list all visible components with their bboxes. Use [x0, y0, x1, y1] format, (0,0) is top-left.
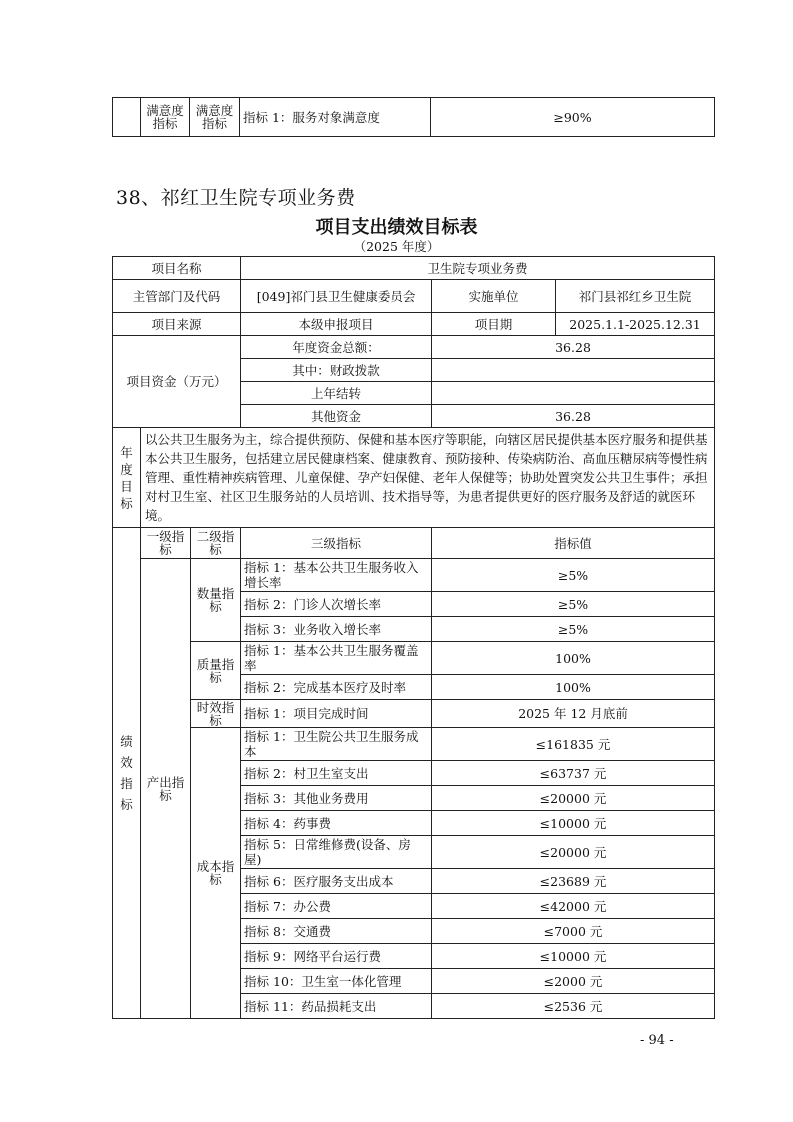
indicator-cell: 指标 2：村卫生室支出: [241, 761, 432, 786]
project-name-label: 项目名称: [113, 257, 241, 280]
funds-fiscal-value: [432, 359, 715, 382]
indicator-cell: 指标 10：卫生室一体化管理: [241, 969, 432, 994]
table-year: （2025 年度）: [353, 239, 440, 254]
value-cell: ≥5%: [432, 559, 715, 592]
impl-label: 实施单位: [432, 280, 556, 313]
funds-other-value: 36.28: [432, 405, 715, 428]
indicator-cell: 指标 4：药事费: [241, 811, 432, 836]
value-cell: ≤10000 元: [432, 811, 715, 836]
performance-table: [112, 256, 715, 1019]
funds-carry-label: 上年结转: [241, 382, 432, 405]
indicator-cell: 指标 8：交通费: [241, 919, 432, 944]
table-row: [113, 559, 715, 592]
indicator-cell: 指标 1：基本公共卫生服务覆盖率: [241, 642, 432, 675]
indicator-cell: 指标 5：日常维修费(设备、房屋): [241, 836, 432, 869]
table-row: [113, 313, 715, 336]
table-row: [113, 257, 715, 280]
source-value: 本级申报项目: [241, 313, 432, 336]
funds-fiscal-label: 其中：财政拨款: [241, 359, 432, 382]
dept-value: [049]祁门县卫生健康委员会: [241, 280, 432, 313]
annual-goal-text: 以公共卫生服务为主，综合提供预防、保健和基本医疗等职能，向辖区居民提供基本医疗服务和提供基本公共卫生服务，包括建立居民健康档案、健康教育、预防接种、传染病防治、高血压糖尿病等慢性病管理、重性精神疾病管理、儿童保健、孕产妇保健、老年人保健等；协助处置突发公共卫生事件；承担对村卫生室、社区卫生服务站的人员培训、技术指导等，为患者提供更好的医疗服务及舒适的就医环境。: [141, 428, 715, 528]
value-cell: ≤63737 元: [432, 761, 715, 786]
performance-label: [113, 528, 141, 1019]
funds-total-value: 36.28: [432, 336, 715, 359]
header-level3: 三级指标: [241, 528, 432, 559]
funds-total-label: 年度资金总额：: [241, 336, 432, 359]
header-level1: 一级指标: [141, 528, 191, 559]
annual-goal-label: [113, 428, 141, 528]
table-row: [113, 728, 715, 761]
table-row: [113, 528, 715, 559]
value-cell: ≤20000 元: [432, 786, 715, 811]
value-cell: ≥5%: [432, 592, 715, 617]
indicator-cell: 指标 1：项目完成时间: [241, 700, 432, 728]
table-title: 项目支出绩效目标表: [315, 217, 478, 238]
period-value: 2025.1.1-2025.12.31: [556, 313, 715, 336]
value-cell: ≤20000 元: [432, 836, 715, 869]
table-row: [113, 428, 715, 528]
period-label: 项目期: [432, 313, 556, 336]
indicator-cell: 指标 1：基本公共卫生服务收入增长率: [241, 559, 432, 592]
indicator-cell: 指标 3：其他业务费用: [241, 786, 432, 811]
section-heading: 38、祁红卫生院专项业务费: [116, 187, 356, 209]
table-row: [113, 280, 715, 313]
indicator-cell: 指标 2：门诊人次增长率: [241, 592, 432, 617]
indicator-cell: 指标 7：办公费: [241, 894, 432, 919]
indicator-cell: 指标 9：网络平台运行费: [241, 944, 432, 969]
indicator-cell: 指标 2：完成基本医疗及时率: [241, 675, 432, 700]
table-row: [113, 642, 715, 675]
empty-cell: [113, 98, 141, 137]
indicator-cell: 指标 11：药品损耗支出: [241, 994, 432, 1019]
table-row: [113, 700, 715, 728]
project-name-value: 卫生院专项业务费: [241, 257, 715, 280]
indicator-cell: 指标 1：卫生院公共卫生服务成本: [241, 728, 432, 761]
table-row: [113, 98, 715, 137]
level2-cell: 满意度指标: [190, 98, 240, 137]
value-cell: 100%: [432, 675, 715, 700]
dept-label: 主管部门及代码: [113, 280, 241, 313]
value-cell: ≤23689 元: [432, 869, 715, 894]
continuation-table: [112, 97, 715, 137]
value-cell: ≤2000 元: [432, 969, 715, 994]
value-cell: ≤42000 元: [432, 894, 715, 919]
header-value: 指标值: [432, 528, 715, 559]
page-number: - 94 -: [640, 1033, 674, 1048]
level2-cell: 时效指标: [191, 700, 241, 728]
funds-label: 项目资金（万元）: [113, 336, 241, 428]
value-cell: ≤2536 元: [432, 994, 715, 1019]
indicator-cell: 指标 1：服务对象满意度: [240, 98, 431, 137]
funds-carry-value: [432, 382, 715, 405]
header-level2: 二级指标: [191, 528, 241, 559]
level1-cell: 产出指标: [141, 559, 191, 1019]
performance-label-text: 绩效指标: [120, 734, 133, 812]
level2-cell: 成本指标: [191, 728, 241, 1019]
value-cell: 2025 年 12 月底前: [432, 700, 715, 728]
impl-value: 祁门县祁红乡卫生院: [556, 280, 715, 313]
value-cell: ≤161835 元: [432, 728, 715, 761]
level2-cell: 质量指标: [191, 642, 241, 700]
level1-cell: 满意度指标: [141, 98, 190, 137]
level2-cell: 数量指标: [191, 559, 241, 642]
value-cell: ≤7000 元: [432, 919, 715, 944]
annual-goal-label-text: 年度目标: [120, 444, 133, 511]
value-cell: ≥90%: [431, 98, 715, 137]
table-row: [113, 336, 715, 359]
indicator-cell: 指标 6：医疗服务支出成本: [241, 869, 432, 894]
funds-other-label: 其他资金: [241, 405, 432, 428]
value-cell: ≥5%: [432, 617, 715, 642]
source-label: 项目来源: [113, 313, 241, 336]
value-cell: ≤10000 元: [432, 944, 715, 969]
indicator-cell: 指标 3：业务收入增长率: [241, 617, 432, 642]
value-cell: 100%: [432, 642, 715, 675]
